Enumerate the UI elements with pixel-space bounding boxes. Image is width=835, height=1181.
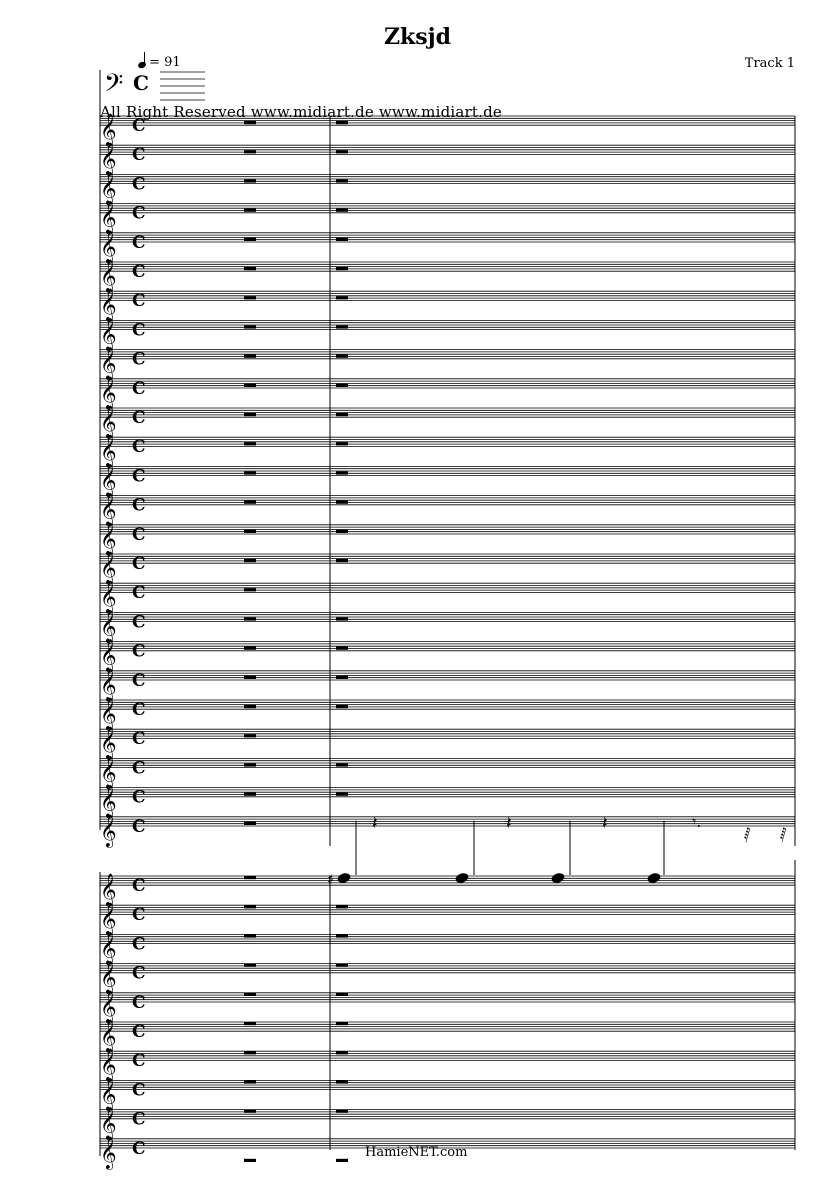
treble-clef-icon: 𝄞	[100, 755, 117, 789]
whole-rest	[336, 121, 348, 124]
whole-rest	[244, 876, 256, 879]
whole-rest	[336, 209, 348, 212]
eighth-rest-icon: 𝄾.	[692, 811, 702, 831]
treble-clef-icon: 𝄞	[100, 1106, 117, 1140]
whole-rest	[336, 905, 348, 908]
treble-clef-icon: 𝄞	[100, 200, 117, 234]
sixtyfourth-rest-icon: 𝅁	[780, 823, 787, 843]
whole-rest	[244, 705, 256, 708]
whole-rest	[336, 325, 348, 328]
whole-rest	[244, 793, 256, 796]
time-signature: C	[132, 524, 146, 545]
whole-rest	[336, 1022, 348, 1025]
treble-clef-icon: 𝄞	[100, 989, 117, 1023]
whole-rest	[336, 993, 348, 996]
treble-clef-icon: 𝄞	[100, 521, 117, 555]
time-signature: C	[132, 641, 146, 662]
treble-clef-icon: 𝄞	[100, 931, 117, 965]
whole-rest	[336, 934, 348, 937]
whole-rest	[244, 763, 256, 766]
time-signature: C	[132, 320, 146, 341]
whole-rest	[336, 559, 348, 562]
whole-rest	[244, 1159, 256, 1162]
whole-rest	[336, 501, 348, 504]
whole-rest	[244, 413, 256, 416]
time-signature: C	[132, 963, 146, 984]
whole-rest	[244, 1080, 256, 1083]
treble-clef-icon: 𝄞	[100, 1077, 117, 1111]
treble-clef-icon: 𝄞	[100, 113, 117, 146]
time-signature: C	[132, 174, 146, 195]
whole-rest	[244, 238, 256, 241]
time-signature: C	[132, 670, 146, 691]
whole-rest	[244, 905, 256, 908]
whole-rest	[244, 179, 256, 182]
time-signature: C	[132, 816, 146, 837]
whole-rest	[244, 934, 256, 937]
whole-rest	[244, 822, 256, 825]
whole-rest	[336, 384, 348, 387]
treble-clef-icon: 𝄞	[100, 492, 117, 526]
whole-rest	[336, 238, 348, 241]
time-signature: C	[133, 71, 149, 95]
whole-rest	[336, 617, 348, 620]
whole-rest	[336, 355, 348, 358]
treble-clef-icon: 𝄞	[100, 142, 117, 176]
treble-clef-icon: 𝄞	[100, 1019, 117, 1052]
treble-clef-icon: 𝄞	[100, 784, 117, 818]
treble-clef-icon: 𝄞	[100, 171, 117, 205]
time-signature: C	[132, 787, 146, 808]
track-label: Track 1	[744, 56, 795, 71]
time-signature: C	[132, 291, 146, 312]
whole-rest	[336, 442, 348, 445]
quarter-rest-icon: 𝄽	[506, 812, 512, 834]
treble-clef-icon: 𝄞	[100, 375, 117, 409]
treble-clef-icon: 𝄞	[100, 1135, 117, 1169]
whole-rest	[336, 964, 348, 967]
whole-rest	[244, 442, 256, 445]
whole-rest	[244, 384, 256, 387]
time-signature: C	[132, 700, 146, 720]
copyright-text: All Right Reserved www.midiart.de www.midiart.de	[100, 103, 502, 121]
whole-rest	[244, 121, 256, 124]
treble-clef-icon: 𝄞	[100, 697, 117, 730]
whole-rest	[244, 1110, 256, 1113]
whole-rest	[336, 471, 348, 474]
whole-rest	[336, 676, 348, 679]
whole-rest	[244, 355, 256, 358]
sixtyfourth-rest-icon: 𝅁	[744, 823, 751, 843]
treble-clef-icon: 𝄞	[100, 463, 117, 497]
time-signature: C	[132, 145, 146, 166]
treble-clef-icon: 𝄞	[100, 580, 117, 614]
whole-rest	[244, 676, 256, 679]
bass-clef-icon: 𝄢	[104, 69, 124, 104]
footer-credit: HamieNET.com	[365, 1145, 468, 1160]
whole-rest	[244, 530, 256, 533]
time-signature: C	[132, 349, 146, 370]
treble-clef-icon: 𝄞	[100, 726, 117, 760]
time-signature: C	[132, 203, 146, 224]
whole-rest	[336, 705, 348, 708]
whole-rest	[336, 530, 348, 533]
treble-clef-icon: 𝄞	[100, 873, 117, 906]
whole-rest	[244, 1022, 256, 1025]
whole-rest	[244, 647, 256, 650]
time-signature: C	[132, 232, 146, 253]
time-signature: C	[132, 583, 146, 604]
treble-clef-icon: 𝄞	[100, 288, 117, 322]
treble-clef-icon: 𝄞	[100, 405, 117, 438]
time-signature: C	[132, 1138, 146, 1159]
time-signature: C	[132, 612, 146, 633]
treble-clef-icon: 𝄞	[100, 434, 117, 468]
whole-rest	[244, 1051, 256, 1054]
time-signature: C	[132, 876, 146, 896]
whole-rest	[336, 793, 348, 796]
whole-rest	[336, 1051, 348, 1054]
time-signature: C	[132, 262, 146, 282]
whole-rest	[336, 763, 348, 766]
sharp-accidental-icon: ♯	[327, 872, 334, 888]
treble-clef-icon: 𝄞	[100, 346, 117, 380]
time-signature: C	[132, 408, 146, 428]
whole-rest	[244, 588, 256, 591]
whole-rest	[244, 209, 256, 212]
whole-rest	[244, 150, 256, 153]
whole-rest	[336, 413, 348, 416]
whole-rest	[336, 179, 348, 182]
treble-clef-icon: 𝄞	[100, 667, 117, 701]
time-signature: C	[132, 1051, 146, 1072]
whole-rest	[244, 617, 256, 620]
whole-rest	[244, 734, 256, 737]
whole-rest	[336, 1110, 348, 1113]
whole-rest	[244, 559, 256, 562]
whole-rest	[336, 647, 348, 650]
time-signature: C	[132, 437, 146, 458]
whole-rest	[336, 267, 348, 270]
time-signature: C	[132, 554, 146, 574]
time-signature: C	[132, 1109, 146, 1130]
time-signature: C	[132, 378, 146, 399]
time-signature: C	[132, 934, 146, 955]
treble-clef-icon: 𝄞	[100, 960, 117, 994]
whole-rest	[336, 1159, 348, 1162]
whole-rest	[336, 296, 348, 299]
time-signature: C	[132, 905, 146, 926]
score-title: Zksjd	[383, 24, 452, 50]
quarter-rest-icon: 𝄽	[372, 812, 378, 834]
whole-rest	[244, 325, 256, 328]
whole-rest	[336, 150, 348, 153]
whole-rest	[244, 471, 256, 474]
whole-rest	[244, 267, 256, 270]
whole-rest	[336, 1080, 348, 1083]
time-signature: C	[132, 466, 146, 487]
time-signature: C	[132, 495, 146, 516]
whole-rest	[244, 993, 256, 996]
time-signature: C	[132, 729, 146, 750]
treble-clef-icon: 𝄞	[100, 259, 117, 292]
time-signature: C	[132, 1022, 146, 1042]
treble-clef-icon: 𝄞	[100, 229, 117, 263]
treble-clef-icon: 𝄞	[100, 1048, 117, 1082]
tempo-value: = 91	[149, 55, 181, 70]
treble-clef-icon: 𝄞	[100, 902, 117, 936]
treble-clef-icon: 𝄞	[100, 551, 117, 584]
treble-clef-icon: 𝄞	[100, 638, 117, 672]
treble-clef-icon: 𝄞	[100, 813, 117, 847]
treble-clef-icon: 𝄞	[100, 609, 117, 643]
quarter-rest-icon: 𝄽	[602, 812, 608, 834]
time-signature: C	[132, 1080, 146, 1101]
whole-rest	[244, 501, 256, 504]
time-signature: C	[132, 758, 146, 779]
whole-rest	[244, 964, 256, 967]
time-signature: C	[132, 116, 146, 136]
time-signature: C	[132, 992, 146, 1013]
whole-rest	[244, 296, 256, 299]
treble-clef-icon: 𝄞	[100, 317, 117, 351]
